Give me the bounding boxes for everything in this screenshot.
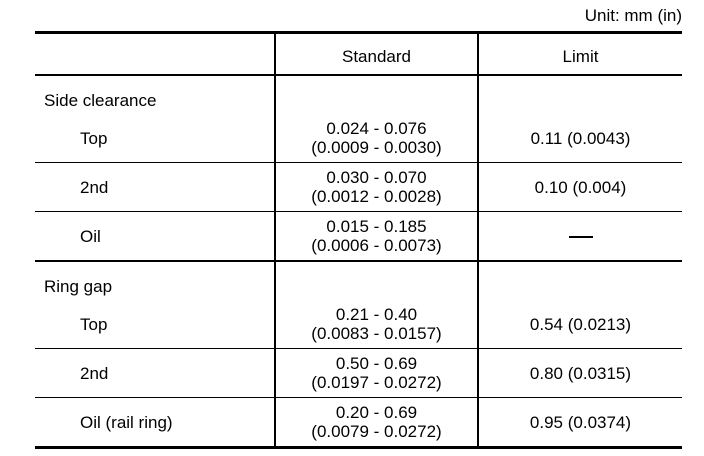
row-name: Oil (rail ring) bbox=[35, 398, 275, 448]
table-row bbox=[35, 163, 682, 212]
standard-cell bbox=[275, 212, 478, 262]
piston-ring-spec-table bbox=[35, 31, 682, 449]
group-title: Side clearance bbox=[44, 91, 157, 110]
standard-in: (0.0006 - 0.0073) bbox=[311, 236, 442, 255]
group-title: Ring gap bbox=[35, 261, 275, 300]
header-row bbox=[35, 33, 682, 76]
header-blank bbox=[35, 33, 275, 76]
standard-mm: 0.21 - 0.40 bbox=[335, 305, 418, 324]
row-name: Oil bbox=[35, 212, 275, 262]
standard-in: (0.0009 - 0.0030) bbox=[311, 138, 442, 157]
limit-cell bbox=[478, 212, 682, 262]
standard-mm: 0.20 - 0.69 bbox=[335, 403, 418, 422]
table-row bbox=[35, 212, 682, 262]
standard-in: (0.0083 - 0.0157) bbox=[311, 324, 442, 343]
group-row-ring-gap bbox=[35, 261, 682, 300]
standard-mm: 0.030 - 0.070 bbox=[326, 168, 427, 187]
limit-cell: 0.54 (0.0213) bbox=[478, 300, 682, 349]
limit-cell: 0.95 (0.0374) bbox=[478, 398, 682, 448]
standard-cell bbox=[275, 349, 478, 398]
limit-cell: 0.11 (0.0043) bbox=[478, 114, 682, 163]
row-name: Top bbox=[80, 314, 108, 334]
standard-mm: 0.015 - 0.185 bbox=[326, 217, 427, 236]
header-standard: Standard bbox=[275, 33, 478, 76]
table-row bbox=[35, 398, 682, 448]
table-row bbox=[35, 300, 682, 349]
standard-cell bbox=[275, 300, 478, 349]
standard-cell bbox=[275, 398, 478, 448]
limit-cell: 0.10 (0.004) bbox=[478, 163, 682, 212]
standard-in: (0.0012 - 0.0028) bbox=[311, 187, 442, 206]
standard-cell bbox=[275, 163, 478, 212]
header-limit: Limit bbox=[478, 33, 682, 76]
standard-cell bbox=[275, 114, 478, 163]
unit-label: Unit: mm (in) bbox=[584, 6, 682, 25]
row-name: Top bbox=[80, 128, 108, 148]
standard-in: (0.0079 - 0.0272) bbox=[311, 422, 442, 441]
table-row bbox=[35, 114, 682, 163]
group-row-side-clearance bbox=[35, 75, 682, 114]
table-row bbox=[35, 349, 682, 398]
row-name: 2nd bbox=[35, 163, 275, 212]
limit-cell: 0.80 (0.0315) bbox=[478, 349, 682, 398]
standard-mm: 0.024 - 0.076 bbox=[326, 119, 427, 138]
em-dash-icon bbox=[569, 236, 593, 238]
standard-in: (0.0197 - 0.0272) bbox=[311, 373, 442, 392]
standard-mm: 0.50 - 0.69 bbox=[335, 354, 418, 373]
row-name: 2nd bbox=[35, 349, 275, 398]
